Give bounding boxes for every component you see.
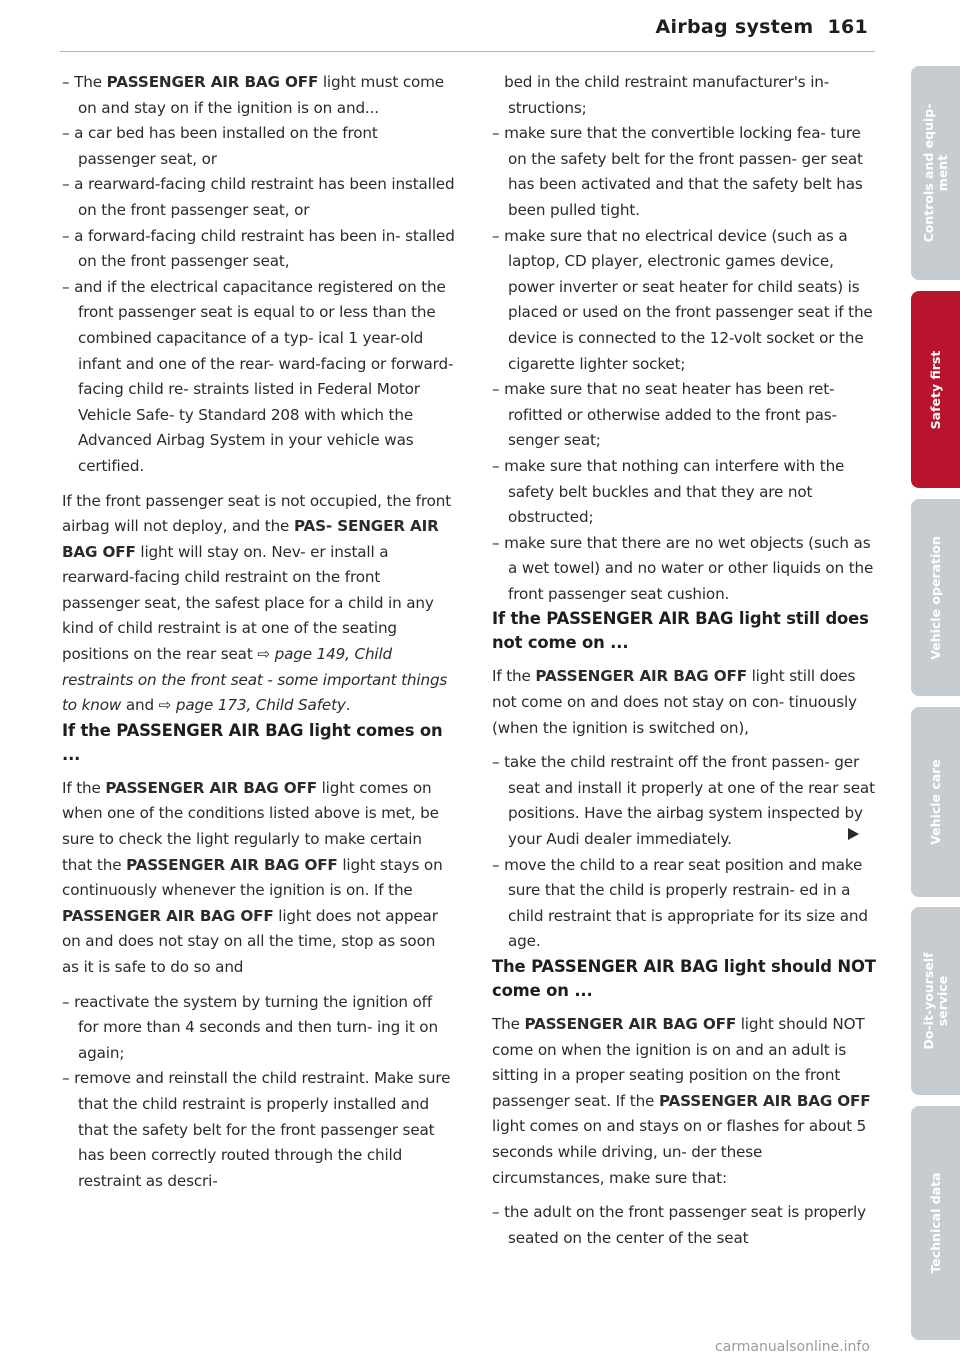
tab-do-it-yourself-service[interactable]: Do-it-yourself service <box>911 907 960 1095</box>
left-column <box>62 70 455 1194</box>
watermark: carmanualsonline.info <box>715 1339 870 1355</box>
tab-technical-data[interactable]: Technical data <box>911 1106 960 1340</box>
tab-vehicle-care[interactable]: Vehicle care <box>911 707 960 897</box>
page-header <box>656 16 868 38</box>
triangle-right-icon <box>848 828 859 840</box>
section-heading: The PASSENGER AIR BAG light should NOT come on ... <box>492 957 876 1000</box>
list-item: – move the child to a rear seat position and make sure that the child is properly restrain- ed in a child restraint that is appropriate for its size and age. <box>492 855 868 951</box>
tab-controls-and-equipment[interactable]: Controls and equip- ment <box>911 66 960 280</box>
list-item: – a forward-facing child restraint has been in- stalled on the front passenger seat, <box>62 226 455 271</box>
list-item: – and if the electrical capacitance registered on the front passenger seat is equal to or less than the combined capacitance of a typ- ical 1 year-old infant and one of the rear- ward-facing or forward-facing child re- straints listed in Federal Motor Vehicle Safe- ty Standard 208 with which the Advanced Airbag System in your vehicle was certified. <box>62 277 454 475</box>
list-item: – make sure that nothing can interfere with the safety belt buckles and that they are not obstructed; <box>492 456 845 527</box>
page-number: 161 <box>827 16 868 38</box>
cross-reference-link[interactable]: ⇨ page 173, Child Safety <box>158 696 346 715</box>
header-rule <box>60 51 875 52</box>
list-item: – reactivate the system by turning the ignition off for more than 4 seconds and then turn- ing it on again; <box>62 992 438 1062</box>
list-item: – make sure that there are no wet objects (such as a wet towel) and no water or other liquids on the front passenger seat cushion. <box>492 533 874 603</box>
list-item-continued: bed in the child restraint manufacturer's in- structions; <box>504 73 830 117</box>
section-title: Airbag system <box>655 16 814 38</box>
section-heading: If the PASSENGER AIR BAG light comes on ... <box>62 720 443 764</box>
list-item: – the adult on the front passenger seat is properly seated on the center of the seat <box>492 1203 866 1247</box>
list-item: – make sure that no electrical device (such as a laptop, CD player, electronic games device, power inverter or seat heater for child seats) is placed or used on the front passenger seat if the device is connected to the 12-volt socket or the cigarette lighter socket; <box>492 226 873 373</box>
section-heading: If the PASSENGER AIR BAG light still does not come on ... <box>492 609 869 653</box>
list-item: – make sure that the convertible locking fea- ture on the safety belt for the front passen- ger seat has been activated and that the safety belt has been pulled tight. <box>492 124 863 219</box>
cross-reference-link[interactable]: ⇨ page 149, Child restraints on the front seat - some important things to know <box>62 645 448 715</box>
tab-vehicle-operation[interactable]: Vehicle operation <box>911 499 960 696</box>
paragraph: The PASSENGER AIR BAG OFF light should NOT come on when the ignition is on and an adult is sitting in a proper seating position on the front passenger seat. If the PASSENGER AIR BAG OFF light comes on and stays on or flashes for about 5 seconds while driving, un- der these circumstances, make sure that: <box>492 1015 871 1187</box>
list-item: – a rearward-facing child restraint has been installed on the front passenger seat, or <box>62 175 455 219</box>
tab-safety-first[interactable]: Safety first <box>911 291 960 488</box>
list-item: – remove and reinstall the child restraint. Make sure that the child restraint is properly installed and that the safety belt for the front passenger seat has been correctly routed through the child restraint as descri- <box>62 1069 451 1190</box>
paragraph: If the PASSENGER AIR BAG OFF light still does not come on and does not stay on con- tinuously (when the ignition is switched on), <box>492 667 857 737</box>
list-item: – a car bed has been installed on the front passenger seat, or <box>62 124 378 168</box>
right-column <box>492 70 877 1251</box>
list-item: – The PASSENGER AIR BAG OFF light must come on and stay on if the ignition is on and... <box>62 73 444 117</box>
list-item: – take the child restraint off the front passen- ger seat and install it properly at one of the rear seat positions. Have the airbag system inspected by your Audi dealer immediately. <box>492 753 875 849</box>
paragraph: If the PASSENGER AIR BAG OFF light comes on when one of the conditions listed above is met, be sure to check the light regularly to make certain that the PASSENGER AIR BAG OFF light stays on continuously whenever the ignition is on. If the PASSENGER AIR BAG OFF light does not appear on and does not stay on all the time, stop as soon as it is safe to do so and <box>62 778 443 976</box>
list-item: – make sure that no seat heater has been ret- rofitted or otherwise added to the front pas- senger seat; <box>492 380 837 450</box>
paragraph: If the front passenger seat is not occupied, the front airbag will not deploy, and the PAS- SENGER AIR BAG OFF light will stay on. Nev- er install a rearward-facing child restraint on the front passenger seat, the safest place for a child in any kind of child restraint is at one of the seating positions on the rear seat ⇨ page 149, Child restraints on the front seat - some important things to know and ⇨ page 173, Child Safety. <box>62 491 452 715</box>
